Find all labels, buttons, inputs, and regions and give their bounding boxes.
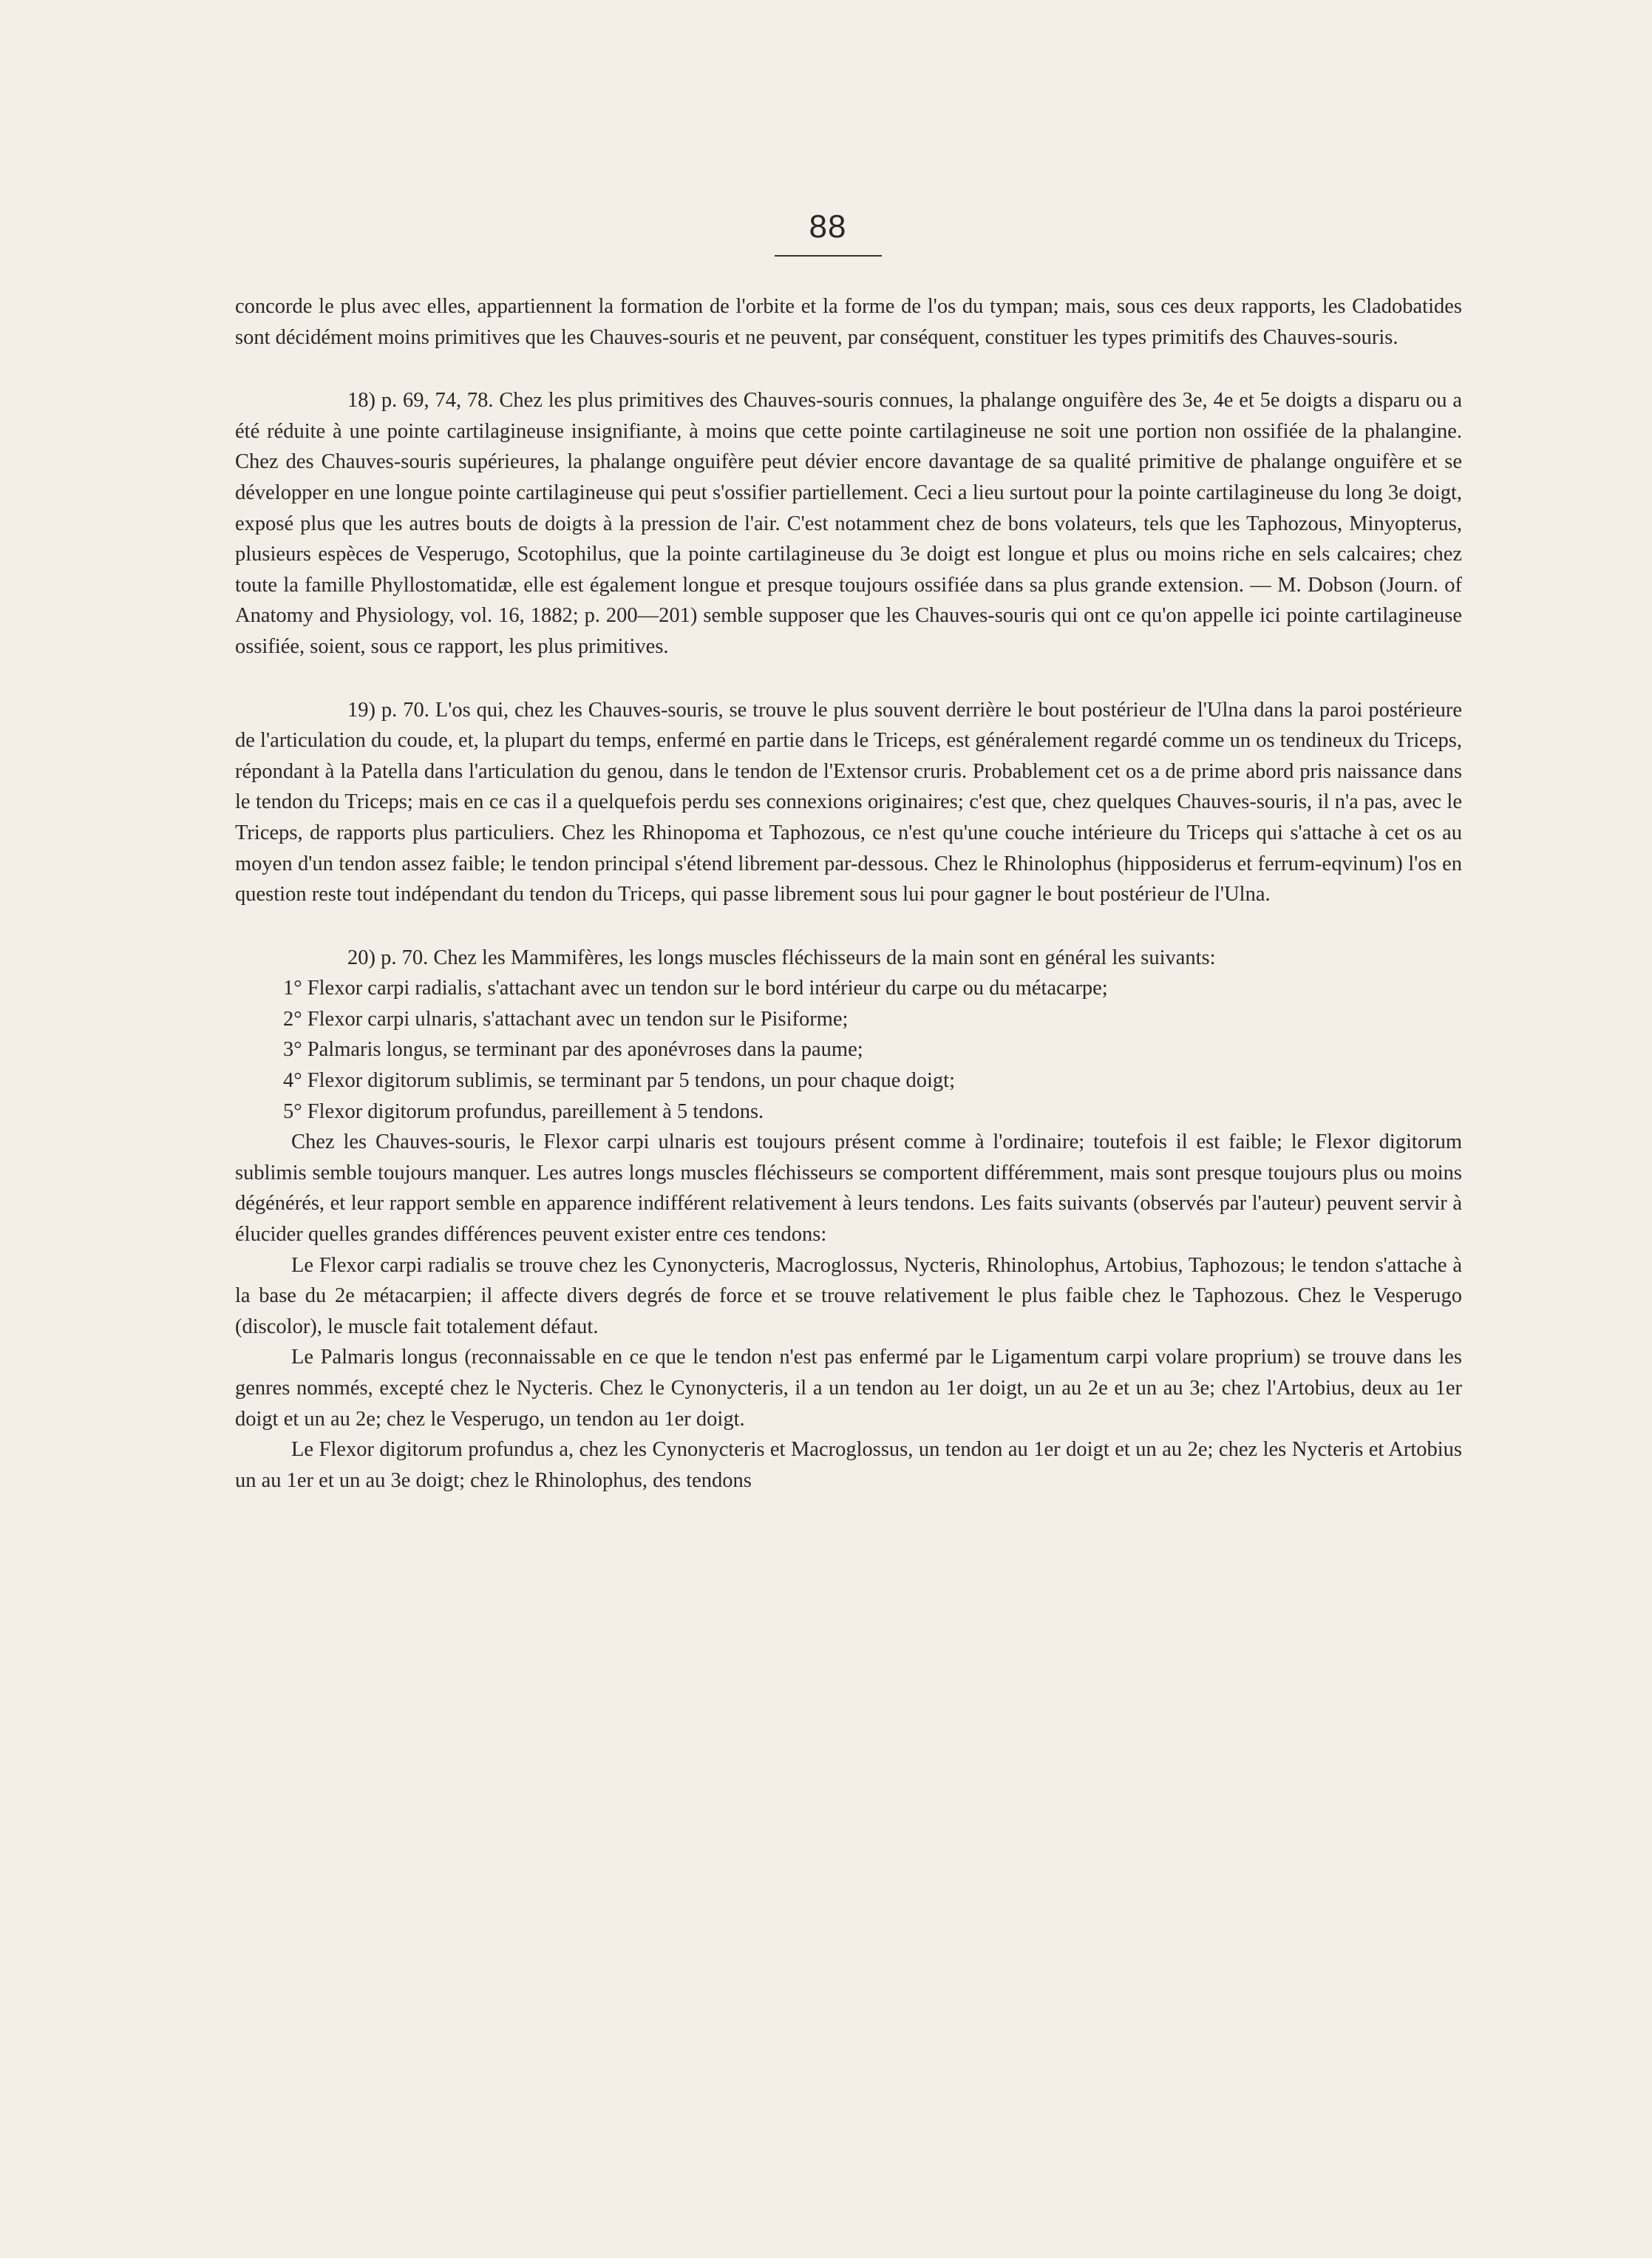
body-text: [235, 291, 1462, 1496]
paragraph: Le Flexor carpi radialis se trouve chez les Cynonycteris, Macroglossus, Nycteris, Rhinolophus, Artobius, Taphozous; le tendon s'attache à la base du 2e métacarpien; il affecte divers degrés de force et se trouve relativement le plus faible chez le Taphozous. Chez le Vesperugo (discolor), le muscle fait totalement défaut.: [235, 1253, 1462, 1338]
paragraph-continuation: concorde le plus avec elles, appartiennent la formation de l'orbite et la forme de l'os du tympan; mais, sous ces deux rapports, les Cladobatides sont décidément moins primitives que les Chauves-souris et ne peuvent, par conséquent, constituer les types primitifs des Chauves-souris.: [235, 295, 1462, 349]
paragraph: Le Palmaris longus (reconnaissable en ce que le tendon n'est pas enfermé par le Ligamentum carpi volare proprium) se trouve dans les genres nommés, excepté chez le Nycteris. Chez le Cynonycteris, il a un tendon au 1er doigt, un au 2e et un au 3e; chez l'Artobius, deux au 1er doigt et un au 2e; chez le Vesperugo, un tendon au 1er doigt.: [235, 1346, 1462, 1431]
list-item: 3° Palmaris longus, se terminant par des aponévroses dans la paume;: [283, 1038, 863, 1062]
list-item: 2° Flexor carpi ulnaris, s'attachant avec un tendon sur le Pisiforme;: [283, 1007, 849, 1031]
note-20-intro: 20) p. 70. Chez les Mammifères, les longs muscles fléchisseurs de la main sont en général les suivants:: [347, 946, 1216, 969]
paragraph: Le Flexor digitorum profundus a, chez les Cynonycteris et Macroglossus, un tendon au 1er doigt et un au 2e; chez les Nycteris et Artobius un au 1er et un au 3e doigt; chez le Rhinolophus, des tendons: [235, 1438, 1462, 1492]
note-19: 19) p. 70. L'os qui, chez les Chauves-souris, se trouve le plus souvent derrière le bout postérieur de l'Ulna dans la paroi postérieure de l'articulation du coude, et, la plupart du temps, enfermé en partie dans le Triceps, est généralement regardé comme un os tendineux du Triceps, répondant à la Patella dans l'articulation du genou, dans le tendon de l'Extensor cruris. Probablement cet os a de prime abord pris naissance dans le tendon du Triceps; mais en ce cas il a quelquefois perdu ses connexions originaires; c'est que, chez quelques Chauves-souris, il n'a pas, avec le Triceps, de rapports plus particuliers. Chez les Rhinopoma et Taphozous, ce n'est qu'une couche intérieure du Triceps qui s'attache à cet os au moyen d'un tendon assez faible; le tendon principal s'étend librement par-dessous. Chez le Rhinolophus (hipposiderus et ferrum-eqvinum) l'os en question reste tout indépendant du tendon du Triceps, qui passe librement sous lui pour gagner le bout postérieur de l'Ulna.: [235, 698, 1462, 906]
header-rule: [775, 255, 882, 257]
note-18: 18) p. 69, 74, 78. Chez les plus primitives des Chauves-souris connues, la phalange onguifère des 3e, 4e et 5e doigts a disparu ou a été réduite à une pointe cartilagineuse insignifiante, à moins que cette pointe cartilagineuse ne soit une portion non ossifiée de la phalangine. Chez des Chauves-souris supérieures, la phalange onguifère peut dévier encore davantage de sa qualité primitive de phalange onguifère et se développer en une longue pointe cartilagineuse qui peut s'ossifier partiellement. Ceci a lieu surtout pour la pointe cartilagineuse du long 3e doigt, exposé plus que les autres bouts de doigts à la pression de l'air. C'est notamment chez de bons volateurs, tels que les Taphozous, Minyopterus, plusieurs espèces de Vesperugo, Scotophilus, que la pointe cartilagineuse du 3e doigt est longue et plus ou moins riche en sels calcaires; chez toute la famille Phyllostomatidæ, elle est également longue et presque toujours ossifiée dans sa plus grande extension. — M. Dobson (Journ. of Anatomy and Physiology, vol. 16, 1882; p. 200—201) semble supposer que les Chauves-souris qui ont ce qu'on appelle ici pointe cartilagineuse ossifiée, soient, sous ce rapport, les plus primitives.: [235, 389, 1462, 658]
page-number: 88: [809, 208, 847, 245]
list-item: 5° Flexor digitorum profundus, pareillement à 5 tendons.: [283, 1099, 764, 1123]
paragraph: Chez les Chauves-souris, le Flexor carpi ulnaris est toujours présent comme à l'ordinaire; toutefois il est faible; le Flexor digitorum sublimis semble toujours manquer. Les autres longs muscles fléchisseurs se comportent différemment, mais sont presque toujours plus ou moins dégénérés, et leur rapport semble en apparence indifférent relativement à leurs tendons. Les faits suivants (observés par l'auteur) peuvent servir à élucider quelles grandes différences peuvent exister entre ces tendons:: [235, 1130, 1462, 1247]
list-item: 4° Flexor digitorum sublimis, se terminant par 5 tendons, un pour chaque doigt;: [283, 1069, 956, 1093]
list-item: 1° Flexor carpi radialis, s'attachant avec un tendon sur le bord intérieur du carpe ou du métacarpe;: [283, 977, 1108, 1000]
